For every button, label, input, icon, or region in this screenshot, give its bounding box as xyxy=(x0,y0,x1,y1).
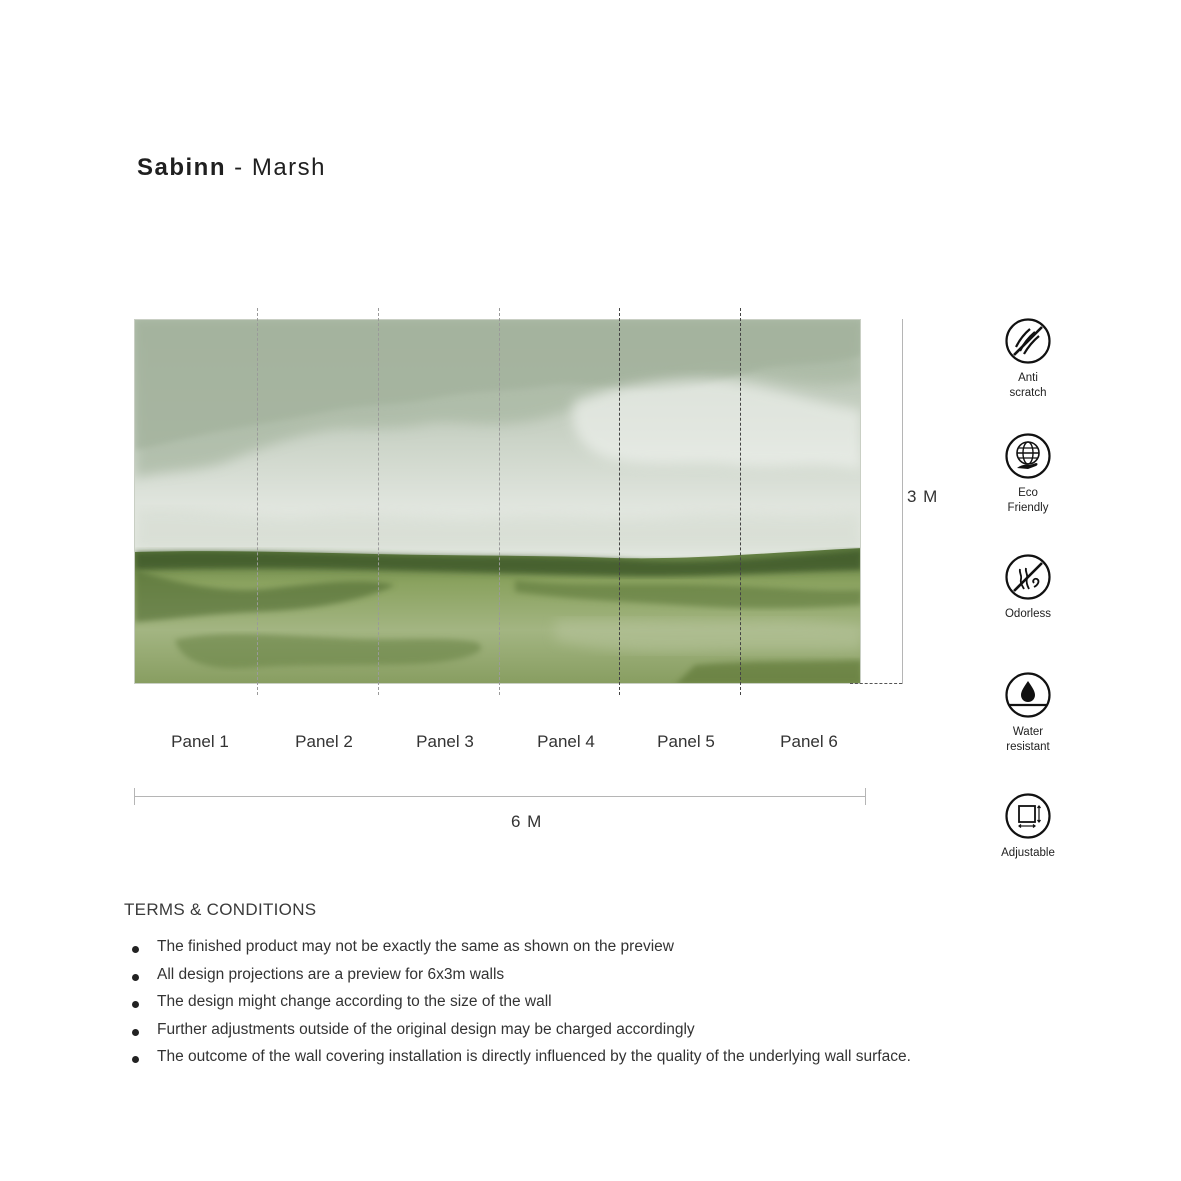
feature-label: Anti scratch xyxy=(1009,372,1047,399)
width-dimension-end xyxy=(865,788,866,805)
panel-label-1: Panel 1 xyxy=(171,732,229,751)
terms-list xyxy=(124,938,911,1076)
feature-water-resistant xyxy=(988,671,1068,755)
panel-divider-3 xyxy=(499,308,500,695)
terms-item: Further adjustments outside of the original design may be charged accordingly xyxy=(124,1021,911,1049)
title-separator: - xyxy=(226,154,252,181)
feature-anti-scratch xyxy=(988,317,1068,401)
odorless-icon xyxy=(1004,553,1052,601)
brand-name: Sabinn xyxy=(137,154,227,181)
panel-divider-2 xyxy=(378,308,379,695)
terms-item: The finished product may not be exactly the same as shown on the preview xyxy=(124,938,911,966)
page-title xyxy=(137,154,326,182)
feature-label: Odorless xyxy=(1004,608,1052,620)
width-dimension-label: 6 M xyxy=(511,812,543,831)
panel-label-4: Panel 4 xyxy=(537,732,595,751)
water-resistant-icon xyxy=(1004,671,1052,719)
terms-item: The design might change according to the size of the wall xyxy=(124,993,911,1021)
width-dimension-start xyxy=(134,788,135,805)
feature-label: Water resistant xyxy=(1006,726,1050,753)
feature-adjustable xyxy=(988,792,1068,861)
panel-divider-4 xyxy=(619,308,620,695)
terms-item: The outcome of the wall covering installation is directly influenced by the quality of the underlying wall surface. xyxy=(124,1048,911,1076)
anti-scratch-icon xyxy=(1004,317,1052,365)
panel-label-6: Panel 6 xyxy=(780,732,838,751)
terms-item: All design projections are a preview for 6x3m walls xyxy=(124,966,911,994)
design-name: Marsh xyxy=(251,154,327,181)
width-dimension-line xyxy=(134,796,865,797)
panel-divider-5 xyxy=(740,308,741,695)
mural-preview-image xyxy=(134,319,861,684)
feature-odorless xyxy=(988,553,1068,622)
eco-friendly-icon xyxy=(1004,432,1052,480)
feature-label: Adjustable xyxy=(1001,847,1055,859)
terms-heading: TERMS & CONDITIONS xyxy=(124,900,317,919)
height-dimension-line xyxy=(902,319,903,684)
panel-label-2: Panel 2 xyxy=(295,732,353,751)
adjustable-icon xyxy=(1004,792,1052,840)
height-dimension-label: 3 M xyxy=(907,487,939,506)
height-dimension-tick xyxy=(850,683,902,684)
panel-divider-1 xyxy=(257,308,258,695)
panel-label-5: Panel 5 xyxy=(657,732,715,751)
feature-eco-friendly xyxy=(988,432,1068,516)
feature-label: Eco Friendly xyxy=(1007,487,1049,514)
panel-label-3: Panel 3 xyxy=(416,732,474,751)
